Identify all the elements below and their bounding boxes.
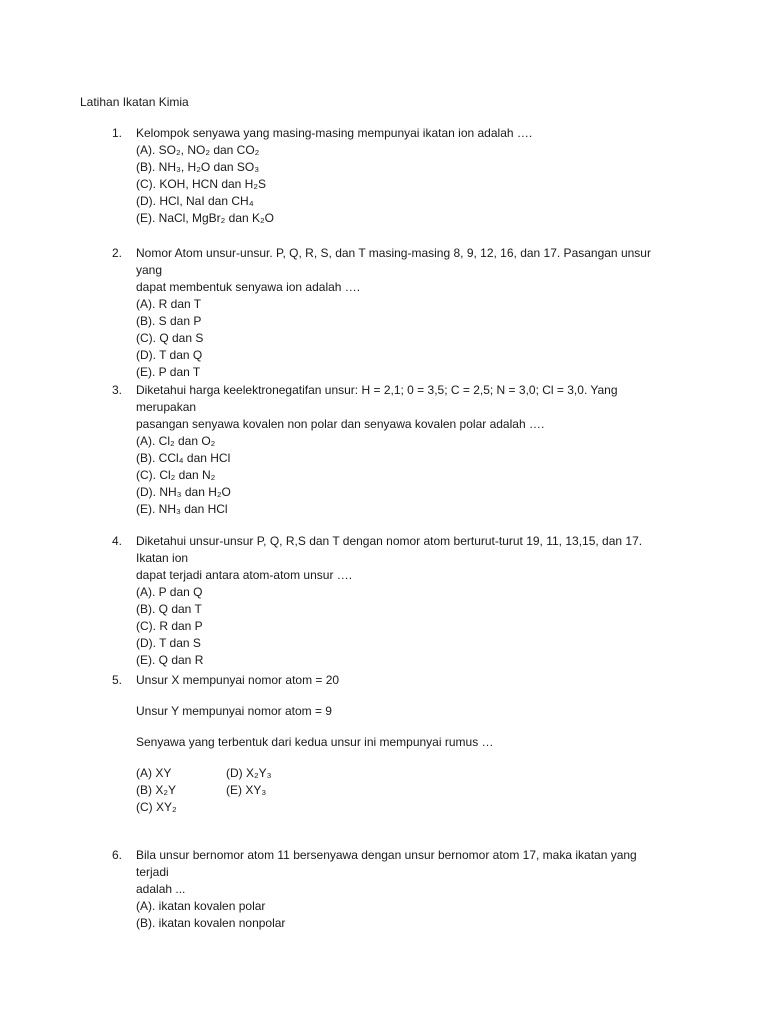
question-text-line-2: Unsur Y mempunyai nomor atom = 9 [136,704,332,718]
question-text-line-1: Unsur X mempunyai nomor atom = 20 [136,673,340,687]
option-c: (C). KOH, HCN dan H₂S [136,177,267,191]
option-d: (D). T dan Q [136,348,203,362]
question-number: 1. [112,126,123,140]
option-e: (E). NH₃ dan HCl [136,502,228,516]
question-number: 3. [112,383,123,397]
option-b: (B). S dan P [136,314,202,328]
question-text-line-1: Diketahui unsur-unsur P, Q, R,S dan T dengan nomor atom berturut-turut 19, 11, 13,15, dan 17. Ikatan ion [136,534,643,565]
option-d: (D). HCl, NaI dan CH₄ [136,194,254,208]
question-2 [112,245,672,381]
question-3 [112,382,672,518]
question-text-line-2: dapat membentuk senyawa ion adalah …. [136,280,361,294]
question-5 [112,672,672,816]
option-a: (A) XY [136,766,172,780]
option-e: (E). NaCl, MgBr₂ dan K₂O [136,211,275,225]
option-b: (B). Q dan T [136,602,202,616]
option-a: (A). SO₂, NO₂ dan CO₂ [136,143,260,157]
option-b: (B). CCl₄ dan HCl [136,451,231,465]
option-c: (C). Q dan S [136,331,204,345]
option-a: (A). P dan Q [136,585,203,599]
question-4 [112,533,672,669]
option-d: (D). T dan S [136,636,201,650]
question-6 [112,847,672,932]
question-number: 4. [112,534,123,548]
question-text-line-2: dapat terjadi antara atom-atom unsur …. [136,568,353,582]
option-e: (E). Q dan R [136,653,204,667]
question-number: 2. [112,246,123,260]
question-number: 5. [112,673,123,687]
option-e: (E). P dan T [136,365,201,379]
option-a: (A). Cl₂ dan O₂ [136,434,216,448]
option-c: (C). Cl₂ dan N₂ [136,468,216,482]
question-text: Kelompok senyawa yang masing-masing mempunyai ikatan ion adalah …. [136,126,533,140]
option-b: (B). ikatan kovalen nonpolar [136,916,286,930]
option-c: (C) XY₂ [136,800,177,814]
option-grid [136,765,672,816]
option-d: (D) X₂Y₃ [226,766,272,780]
worksheet-title: Latihan Ikatan Kimia [80,95,189,109]
question-text-line-1: Bila unsur bernomor atom 11 bersenyawa dengan unsur bernomor atom 17, maka ikatan yang terjadi [136,848,637,879]
question-text-line-1: Nomor Atom unsur-unsur. P, Q, R, S, dan T masing-masing 8, 9, 12, 16, dan 17. Pasangan unsur yang [136,246,651,277]
question-text-line-3: Senyawa yang terbentuk dari kedua unsur ini mempunyai rumus … [136,735,494,749]
option-d: (D). NH₃ dan H₂O [136,485,231,499]
option-e: (E) XY₃ [226,783,267,797]
question-text-line-2: adalah ... [136,882,186,896]
question-text-line-1: Diketahui harga keelektronegatifan unsur: H = 2,1; 0 = 3,5; C = 2,5; N = 3,0; Cl = 3,0. Yang merupakan [136,383,618,414]
option-b: (B). NH₃, H₂O dan SO₃ [136,160,260,174]
option-c: (C). R dan P [136,619,203,633]
option-b: (B) X₂Y [136,783,176,797]
question-text-line-2: pasangan senyawa kovalen non polar dan senyawa kovalen polar adalah …. [136,417,545,431]
question-number: 6. [112,848,123,862]
option-a: (A). ikatan kovalen polar [136,899,266,913]
option-a: (A). R dan T [136,297,202,311]
question-1 [112,125,672,227]
